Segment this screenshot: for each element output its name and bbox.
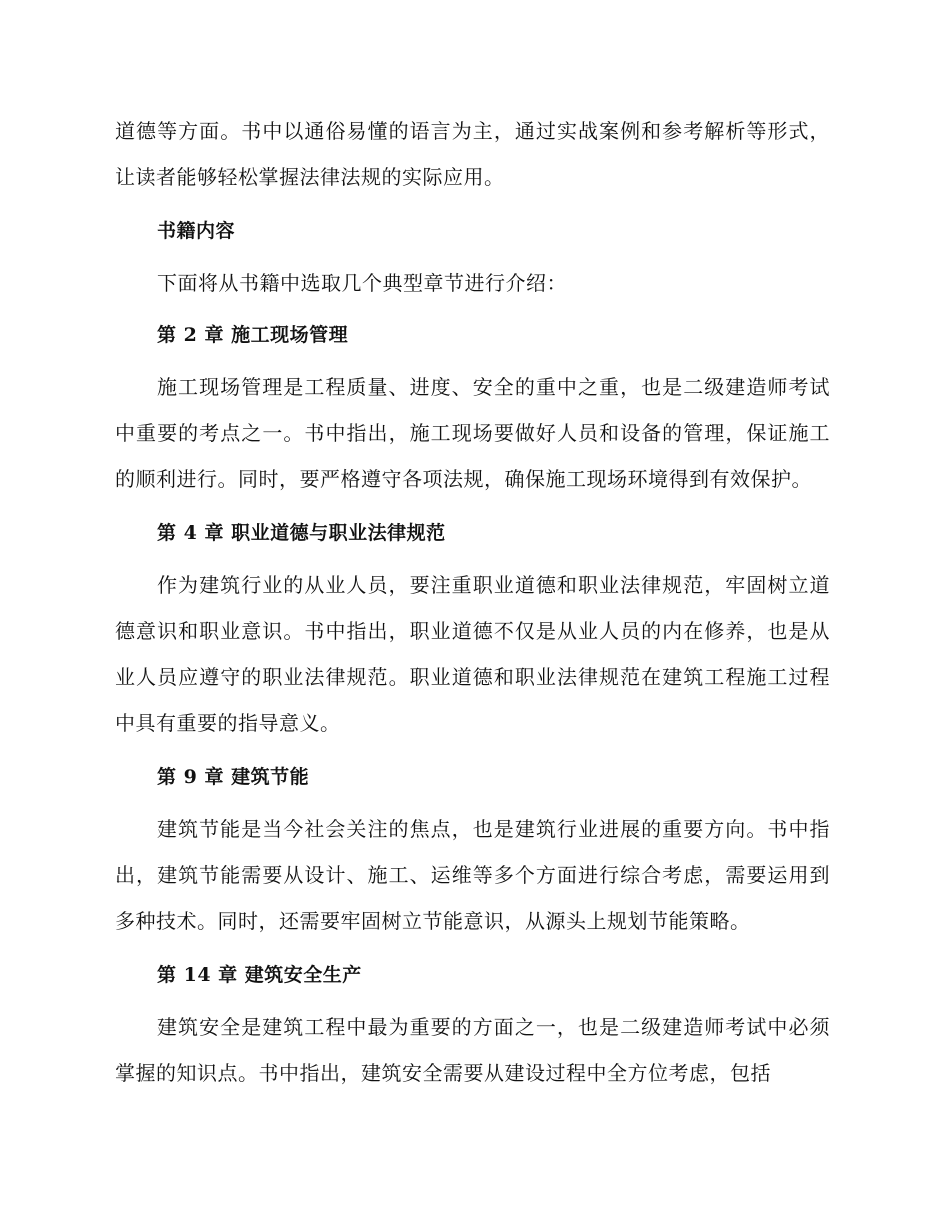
intro-continuation-paragraph: 道德等方面。书中以通俗易懂的语言为主，通过实战案例和参考解析等形式，让读者能够轻松掌握法律法规的实际应用。 [115, 119, 830, 189]
book-content-heading: 书籍内容 [157, 220, 236, 242]
chapter-4-heading: 第 4 章 职业道德与职业法律规范 [157, 522, 446, 544]
chapter-4-body: 作为建筑行业的从业人员，要注重职业道德和职业法律规范，牢固树立道德意识和职业意识。书中指出，职业道德不仅是从业人员的内在修养，也是从业人员应遵守的职业法律规范。职业道德和职业法律规范在建筑工程施工过程中具有重要的指导意义。 [115, 573, 830, 735]
chapter-2-heading: 第 2 章 施工现场管理 [157, 324, 349, 346]
chapter-9-body: 建筑节能是当今社会关注的焦点，也是建筑行业进展的重要方向。书中指出，建筑节能需要从设计、施工、运维等多个方面进行综合考虑，需要运用到多种技术。同时，还需要牢固树立节能意识，从源头上规划节能策略。 [115, 817, 830, 933]
chapter-14-body: 建筑安全是建筑工程中最为重要的方面之一，也是二级建造师考试中必须掌握的知识点。书中指出，建筑安全需要从建设过程中全方位考虑，包括 [115, 1015, 830, 1085]
lead-in-paragraph: 下面将从书籍中选取几个典型章节进行介绍： [157, 271, 567, 295]
chapter-14-heading: 第 14 章 建筑安全生产 [157, 964, 362, 986]
chapter-2-body: 施工现场管理是工程质量、进度、安全的重中之重，也是二级建造师考试中重要的考点之一。书中指出，施工现场要做好人员和设备的管理，保证施工的顺利进行。同时，要严格遵守各项法规，确保施工现场环境得到有效保护。 [115, 375, 830, 491]
chapter-9-heading: 第 9 章 建筑节能 [157, 766, 310, 788]
document-page [115, 108, 830, 1096]
